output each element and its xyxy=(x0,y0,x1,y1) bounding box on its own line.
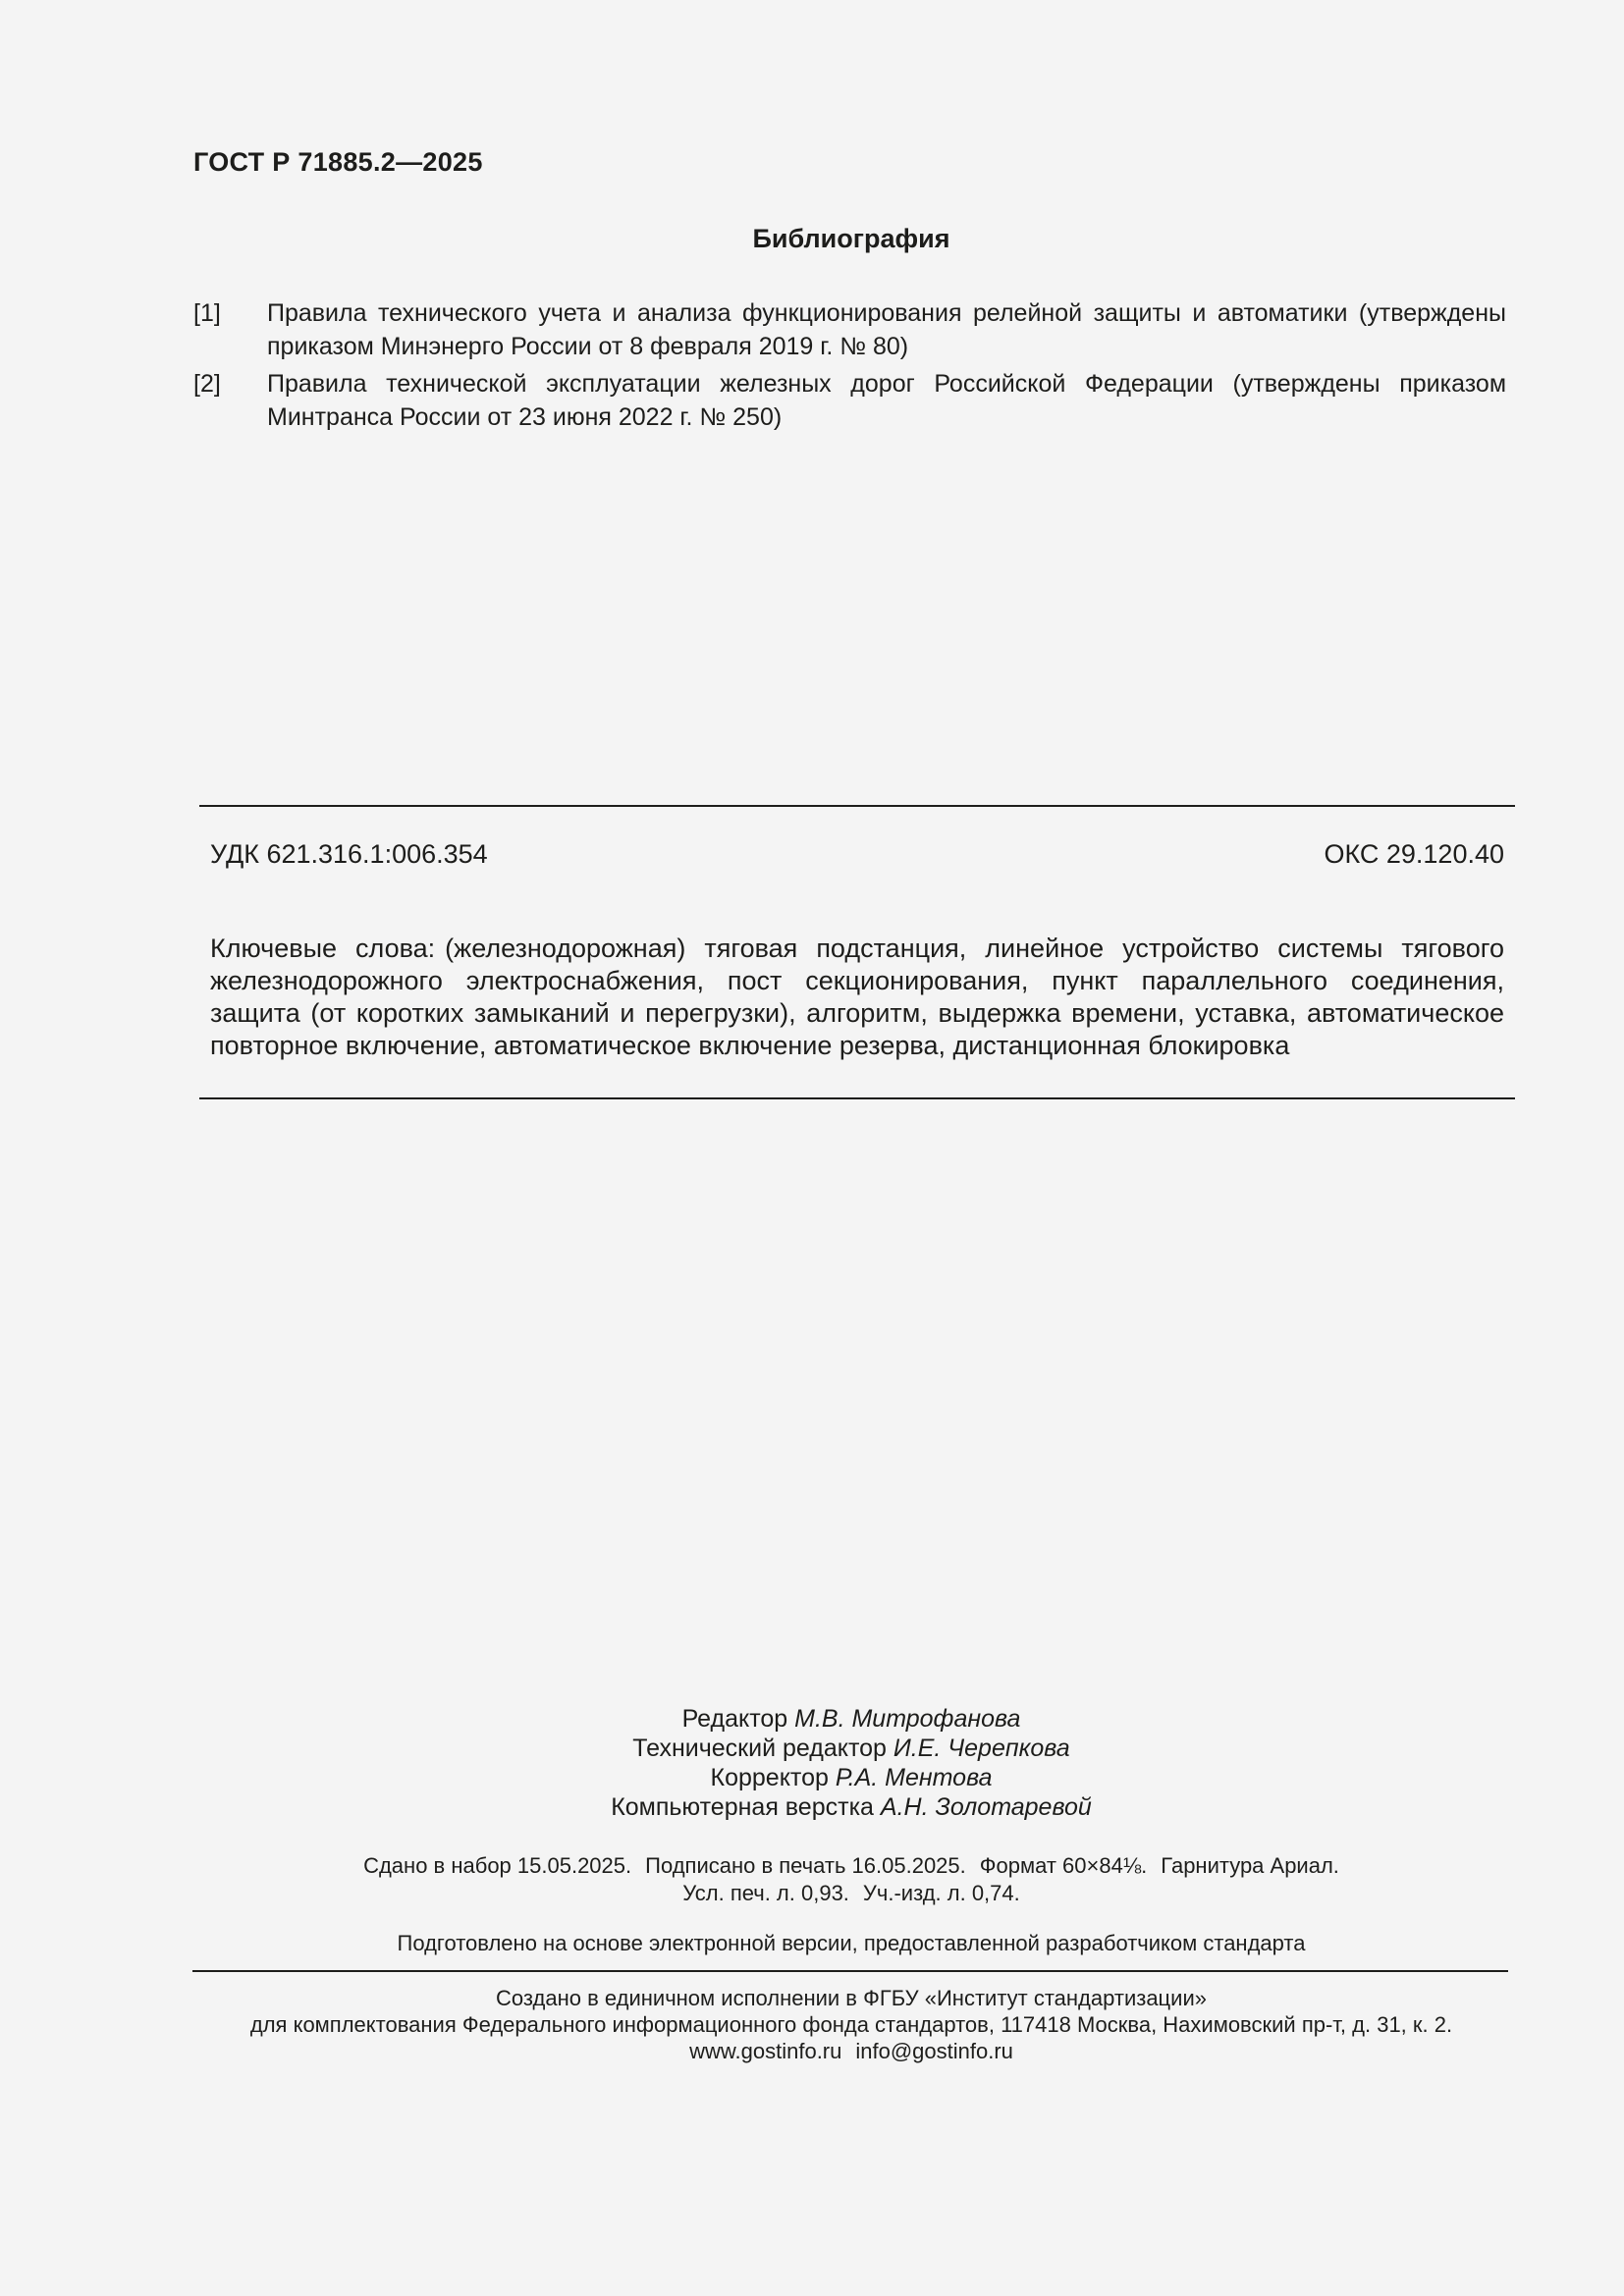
credit-name: Р.А. Ментова xyxy=(835,1764,993,1791)
credit-line xyxy=(0,1763,1624,1792)
credit-role: Технический редактор xyxy=(632,1735,887,1762)
bibliography-item xyxy=(193,296,1506,363)
credit-role: Редактор xyxy=(681,1705,788,1733)
submitted-date: Сдано в набор 15.05.2025. xyxy=(363,1853,632,1878)
signed-date: Подписано в печать 16.05.2025. xyxy=(645,1853,966,1878)
print-info-line-2 xyxy=(0,1880,1624,1907)
publisher-line-1: Создано в единичном исполнении в ФГБУ «Институт стандартизации» xyxy=(496,1986,1207,2010)
keywords-text: (железнодорожная) тяговая подстанция, линейное устройство системы тягового железнодорожного электроснабжения, пост секционирования, пункт параллельного соединения, защита (от коротких замыканий и перегрузки), алгоритм, выдержка времени, уставка, автоматическое повторное включение, автоматическое включение резерва, дистанционная блокировка xyxy=(210,934,1504,1060)
bibliography-item-number: [1] xyxy=(193,299,221,327)
divider-footer xyxy=(192,1970,1508,1972)
oks-code: ОКС 29.120.40 xyxy=(1324,839,1504,869)
document-designation: ГОСТ Р 71885.2—2025 xyxy=(193,147,483,177)
email-link[interactable]: info@gostinfo.ru xyxy=(855,2039,1013,2063)
publisher-line-2: для комплектования Федерального информационного фонда стандартов, 117418 Москва, Нахимовский пр-т, д. 31, к. 2. xyxy=(249,2012,1453,2037)
divider-bottom xyxy=(199,1097,1515,1099)
bibliography-title: Библиография xyxy=(752,224,950,253)
credit-role: Корректор xyxy=(710,1764,829,1791)
keywords-label: Ключевые слова: xyxy=(210,934,436,963)
publisher-block xyxy=(0,1985,1624,2064)
publisher-contacts xyxy=(0,2038,1624,2064)
classification-row xyxy=(210,839,1504,870)
credit-name: А.Н. Золотаревой xyxy=(880,1793,1092,1821)
publisher-sheets: Уч.-изд. л. 0,74. xyxy=(862,1881,1020,1905)
print-sheets: Усл. печ. л. 0,93. xyxy=(682,1881,849,1905)
credit-line xyxy=(0,1704,1624,1734)
website-link[interactable]: www.gostinfo.ru xyxy=(689,2039,842,2063)
credit-line xyxy=(0,1792,1624,1822)
bibliography-item-text: Правила технической эксплуатации железных дорог Российской Федерации (утверждены приказом Минтранса России от 23 июня 2022 г. № 250) xyxy=(267,370,1506,431)
credit-name: И.Е. Черепкова xyxy=(893,1735,1070,1762)
credits-block xyxy=(0,1704,1624,1822)
udk-code: УДК 621.316.1:006.354 xyxy=(210,839,488,869)
prepared-note: Подготовлено на основе электронной версии, предоставленной разработчиком стандарта xyxy=(397,1931,1306,1955)
credit-line xyxy=(0,1734,1624,1763)
typeface: Гарнитура Ариал. xyxy=(1161,1853,1339,1878)
divider-top xyxy=(199,805,1515,807)
print-info xyxy=(0,1852,1624,1907)
credit-name: М.В. Митрофанова xyxy=(794,1705,1021,1733)
bibliography-item-text: Правила технического учета и анализа функционирования релейной защиты и автоматики (утверждены приказом Минэнерго России от 8 февраля 2019 г. № 80) xyxy=(267,299,1506,360)
bibliography-item-number: [2] xyxy=(193,370,221,398)
print-info-line-1 xyxy=(0,1852,1624,1880)
credit-role: Компьютерная верстка xyxy=(611,1793,874,1821)
bibliography-item xyxy=(193,367,1506,434)
keywords-block xyxy=(210,933,1504,1062)
paper-format: Формат 60×84⅛. xyxy=(979,1853,1148,1878)
